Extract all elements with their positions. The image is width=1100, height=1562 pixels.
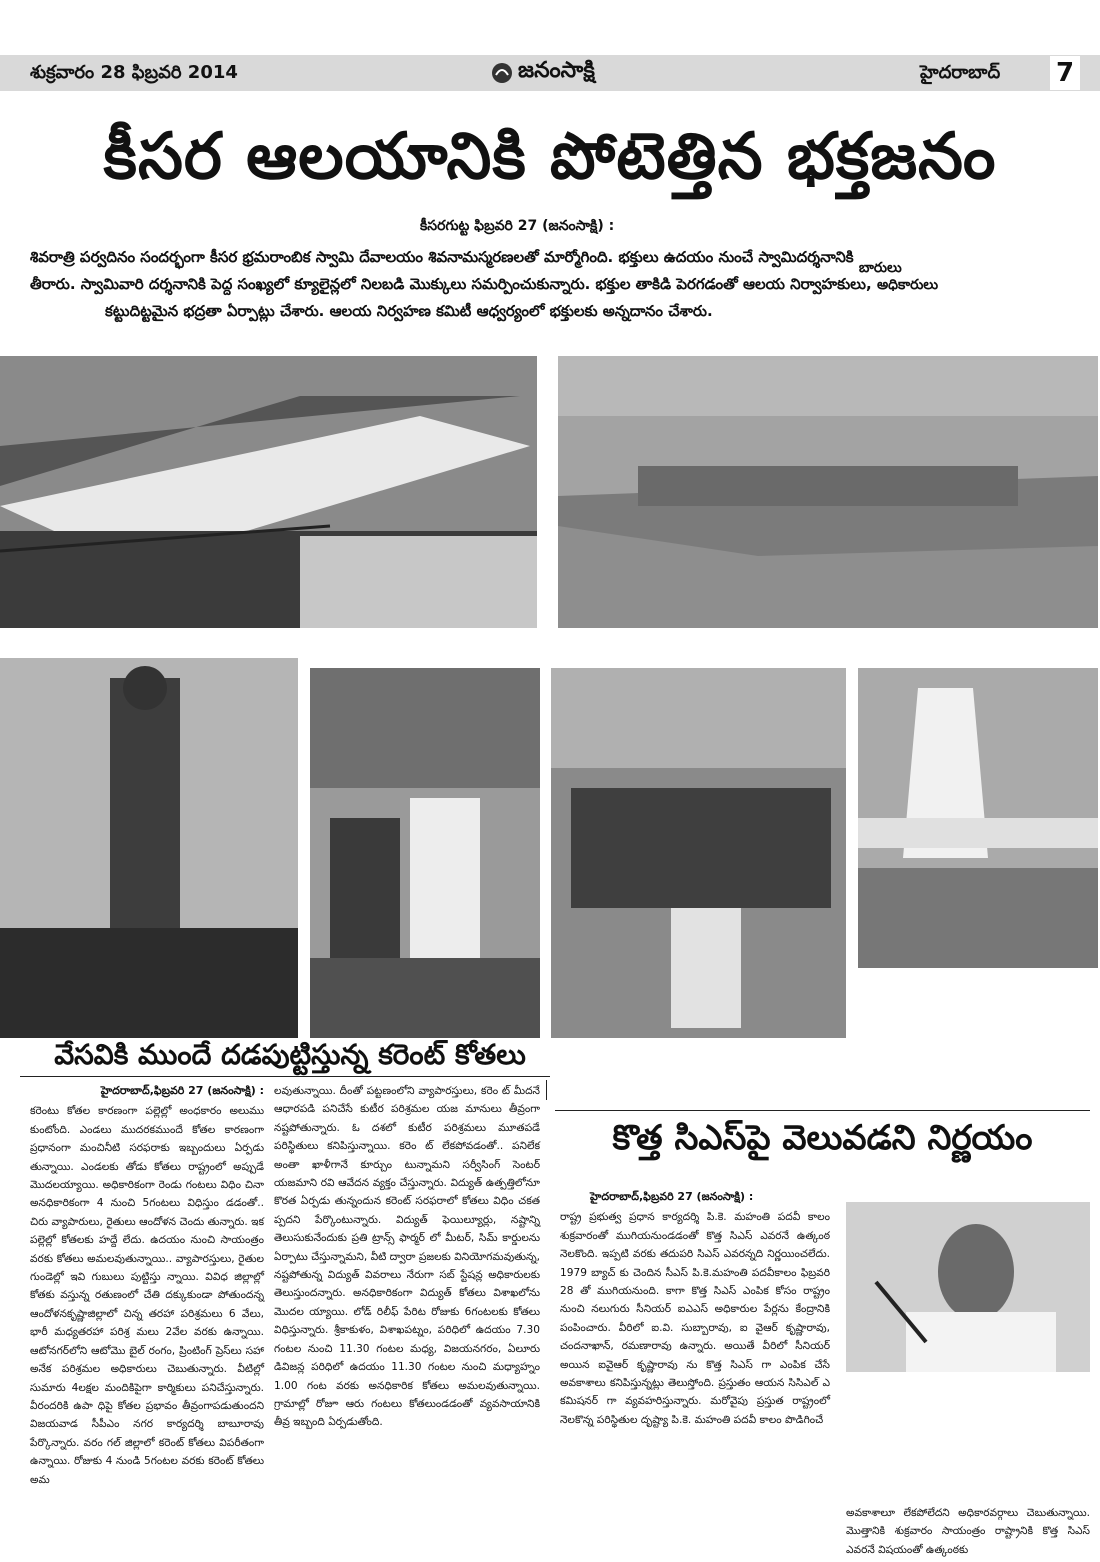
temple-gopuram-photo	[858, 668, 1098, 968]
logo-emblem-icon	[490, 61, 514, 85]
article-text: లవుతున్నాయి. దీంతో పట్టణంలోని వ్యాపారస్తులు, కరెం ట్ మీదనే ఆధారపడి పనిచేసే కుటీర పరిశ్రమల యజ మానులు తీవ్రంగా నష్టపోతున్నారు. ఓ దశలో కుటీర పరిశ్రమలు మూతపడే పరిస్థితులు కనిపిస్తున్నాయి. కరెం ట్ లేకపోవడంతో.. పనిలేక అంతా ఖాళీగానే కూర్చుం టున్నామని సర్వీసింగ్ సెంటర్ యజమాని రవి ఆవేదన వ్యక్తం చేస్తున్నారు. విద్యుత్ ఉత్పత్తిలోనూ కొరత ఏర్పడు తున్నందున కరెంట్ సరఫరాలో కోతలు విధిం చకత ప్పదని పేర్కొంటున్నారు. విద్యుత్ ఫెయిల్యూర్లు, నష్టాన్ని తెలుసుకునేందుకు ప్రతి ట్రాన్స్ ఫార్మర్ లో మీటర్, సిమ్ కార్డులను ఏర్పాటు చేస్తున్నామని, వీటి ద్వారా ప్రజలకు వినియోగమవుతున్న, నష్టపోతున్న విద్యుత్ వివరాలు నేరుగా సబ్ స్టేషన్ల అధికారులకు తెలుస్తుందన్నారు. అనధికారికంగా విద్యుత్ కోతలు విశాఖలోను మొదల య్యాయి. లోడ్ రిలీఫ్ పేరిట రోజుకు 6గంటలకు కోతలు విధిస్తున్నారు. శ్రీకాకుళం, విశాఖపట్నం, పరిధిలో ఉదయం 7.30 గంటల నుంచి 11.30 గంటల మధ్య, విజయనగరం, ఏలూరు డివిజన్ల పరిధిలో ఉదయం 11.30 గంటల నుంచి మధ్యాహ్నం 1.00 గంట వరకు అనధికారిక కోతలు అమలవుతున్నాయి. గ్రామాల్లో రోజూ ఆరు గంటలు కోతలుండడంతో వ్యవసాయానికి తీవ్ర ఇబ్బంది ఏర్పడుతోంది.	[274, 1085, 540, 1429]
page-number: 7	[1050, 56, 1080, 90]
shrine-crowd-photo	[551, 668, 846, 1038]
cs-headline: కొత్త సిఎస్‌పై వెలువడని నిర్ణయం	[612, 1118, 1033, 1158]
devotees-prasadam-photo	[310, 668, 540, 1038]
logo-text: జనంసాక్షి	[518, 58, 595, 83]
lead-line: శివరాత్రి పర్వదినం సందర్భంగా కీసర భ్రమరాంబిక స్వామి దేవాలయం శివనామస్మరణలతో మార్మోగింది. భక్తులు ఉదయం నుంచే స్వామిదర్శనానికి బారులు	[30, 248, 902, 276]
newspaper-logo	[490, 58, 595, 88]
main-headline: కీసర ఆలయానికి పోటెత్తిన భక్తజనం	[103, 120, 997, 194]
main-dateline: కీసరగుట్ట ఫిబ్రవరి 27 (జనంసాక్షి) :	[420, 218, 615, 234]
cs-column-1	[560, 1188, 830, 1429]
power-cuts-column-1	[30, 1082, 264, 1489]
divider	[20, 1076, 550, 1077]
power-cuts-dateline: హైదరాబాద్,ఫిబ్రవరి 27 (జనంసాక్షి) :	[100, 1084, 264, 1097]
temple-steps-crowd-photo	[0, 356, 537, 628]
divider	[546, 1080, 547, 1100]
lead-tail: అధికారులు	[876, 277, 939, 293]
power-cuts-headline: వేసవికి ముందే దడపుట్టిస్తున్న కరెంట్ కోతలు	[54, 1038, 526, 1071]
official-portrait-photo	[846, 1202, 1090, 1372]
hill-panorama-photo	[558, 356, 1098, 628]
article-text: రాష్ట్ర ప్రభుత్వ ప్రధాన కార్యదర్శి పి.కె. మహంతి పదవీ కాలం శుక్రవారంతో ముగియనుండడంతో కొత్త సిఎస్ ఎవరనే ఉత్కంఠ నెలకొంది. ఇప్పటి వరకు తదుపరి సిఎస్ ఎవరన్నది నిర్ణయించలేదు. 1979 బ్యాచ్ కు చెందిన సీఎస్ పి.కె.మహంతి పదవీకాలం ఫిబ్రవరి 28 తో ముగియనుంది. కాగా కొత్త సిఎస్ ఎంపిక కోసం రాష్ట్రం నుంచి నలుగురు సీనియర్ ఐఎఎస్ అధికారుల పేర్లను కేంద్రానికి పంపించారు. వీరిలో ఐ.వి. సుబ్బారావు, ఐ వైఆర్ కృష్ణారావు, చందనాఖాన్, రమణారావు ఉన్నారు. అయితే వీరిలో సీనియర్ అయిన ఐవైఆర్ కృష్ణారావు ను కొత్త సిఎస్ గా ఎంపిక చేసే అవకాశాలు కనిపిస్తున్నట్లు తెలుస్తోంది. ప్రస్తుతం ఆయన సిసిఎల్ ఎ కమిషనర్ గా వ్యవహరిస్తున్నారు. మరోవైపు ప్రస్తుత రాష్ట్రంలో నెలకొన్న పరిస్థితుల దృష్ట్యా పి.కె. మహంతి పదవీ కాలం పొడిగించే	[560, 1211, 830, 1426]
main-lead	[30, 244, 1080, 324]
lead-line: కట్టుదిట్టమైన భద్రతా ఏర్పాట్లు చేశారు. ఆలయ నిర్వహణ కమిటీ ఆధ్వర్యంలో భక్తులకు అన్నదానం చేశారు.	[105, 302, 713, 320]
hanuman-statue-photo	[0, 658, 298, 1038]
divider	[555, 1110, 1090, 1111]
lead-tail: బారులు	[858, 260, 902, 276]
article-text: కరెంటు కోతల కారణంగా పల్లెల్లో అంధకారం అలుము కుంటోంది. ఎండలు ముదరకముందే కోతల కారణంగా ప్రధానంగా మంచినీటి సరఫరాకు ఇబ్బందులు ఏర్పడు తున్నాయి. ఎండలకు తోడు కోతలు రాష్ట్రంలో అప్పుడే మొదలయ్యాయి. అధికారికంగా రెండు గంటలు విధిం చినా అనధికారికంగా 4 నుంచి 5గంటలు విధిస్తుం డడంతో.. చిరు వ్యాపారులు, రైతులు ఆందోళన చెందు తున్నారు. ఇక పల్లెల్లో కోతలకు హద్దే లేదు. ఉదయం నుంచి సాయంత్రం వరకు కోతలు అమలవుతున్నాయి.. వ్యాపారస్తులు, రైతుల గుండెల్లో ఇవి గుబులు పుట్టిస్తు న్నాయి. వివిధ జిల్లాల్లో కోతకు వస్తున్న రతుణంలో చేతి దక్కుకుండా పోతుందన్న ఆందోళనకృష్ణాజిల్లాలో చిన్న తరహా పరిశ్రమలు 6 వేలు, భారీ మధ్యతరహా పరిశ్ర మలు 2వేల వరకు ఉన్నాయి. ఆటోనగర్‌లోని ఆటోమొ బైల్ రంగం, ప్రింటింగ్ ప్రెస్‌లు సహా అనేక పరిశ్రమల అధికారులు చెబుతున్నారు. వీటిల్లో సుమారు 4లక్షల మందికిపైగా కార్మికులు పనిచేస్తున్నారు. వీరందరికి ఉపా ధిపై కోతల ప్రభావం తీవ్రంగాపడుతుందని విజయవాడ సీపీఎం నగర కార్యదర్శి బాబూరావు పేర్కొన్నారు. వరం గల్ జిల్లాలో కరెంట్ కోతలు విపరీతంగా ఉన్నాయి. రోజుకు 4 నుండి 5గంటల వరకు కరెంట్ కోతలు అమ	[30, 1105, 264, 1486]
cs-dateline: హైదరాబాద్,ఫిబ్రవరి 27 (జనంసాక్షి) :	[590, 1190, 754, 1203]
edition-city: హైదరాబాద్	[920, 62, 1001, 83]
power-cuts-column-2	[274, 1082, 540, 1432]
issue-date: శుక్రవారం 28 ఫిబ్రవరి 2014	[30, 62, 238, 83]
article-text: అవకాశాలూ లేకపోలేదని అధికారవర్గాలు చెబుతున్నాయి. మొత్తానికి శుక్రవారం సాయంత్రం రాష్ట్రానికి కొత్త సిఎస్ ఎవరనే విషయంతో ఉత్కంఠకు	[846, 1507, 1090, 1556]
lead-line: తీరారు. స్వామివారి దర్శనానికి పెద్ద సంఖ్యలో క్యూలైన్లలో నిలబడి మొక్కులు సమర్పించుకున్నారు. భక్తుల తాకిడి పెరగడంతో ఆలయ నిర్వాహకులు, అధికారులు	[30, 275, 939, 293]
cs-column-2	[846, 1504, 1090, 1559]
